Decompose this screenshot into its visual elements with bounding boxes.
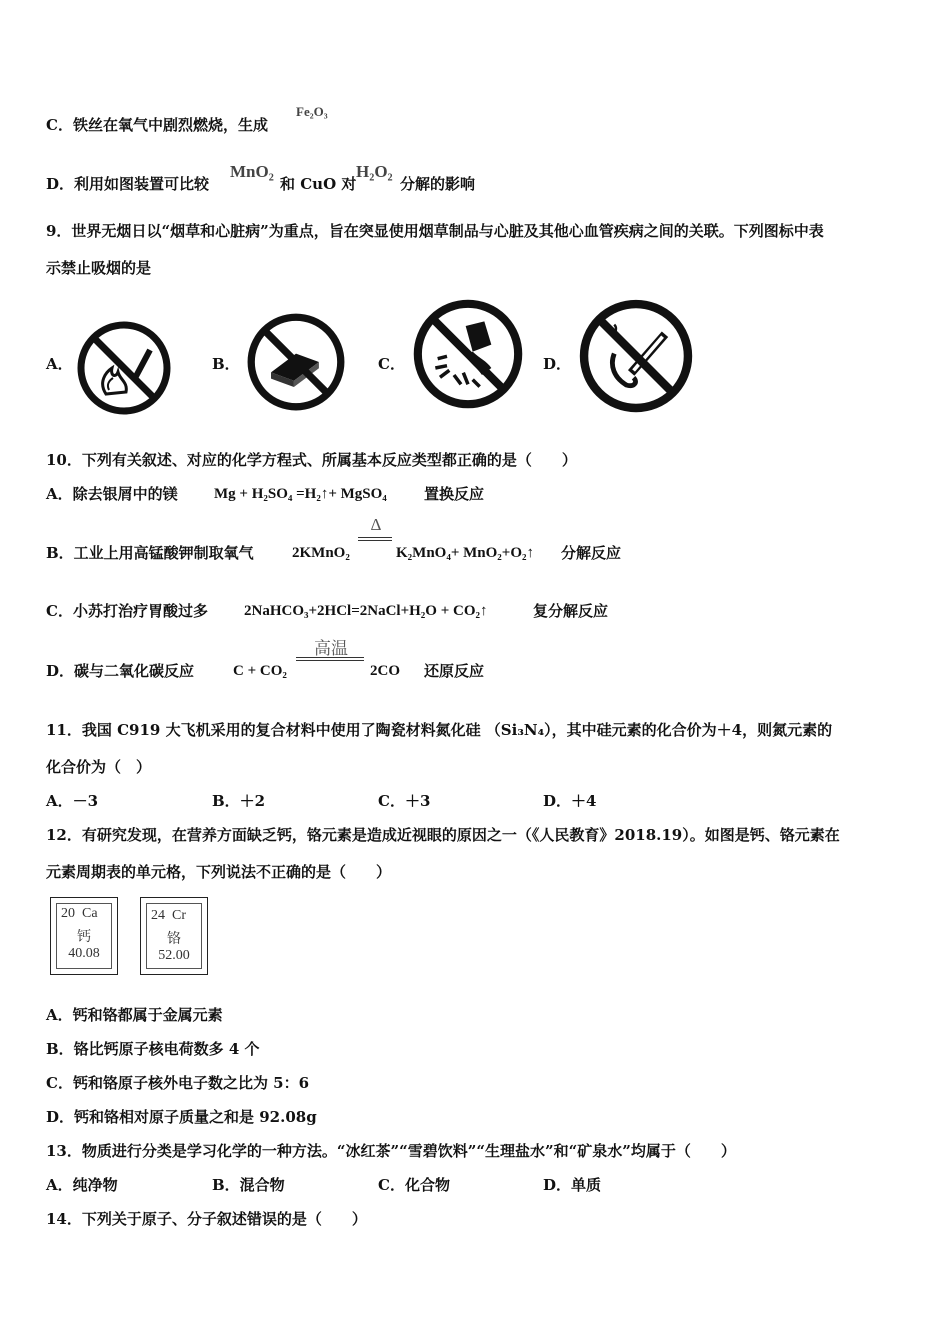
q10-b-lhs: 2KMnO₂ (292, 545, 350, 561)
no-littering-icon (412, 298, 524, 410)
q8-d-mid: 和 CuO 对 (280, 175, 357, 193)
element-name: 铬 (167, 932, 181, 947)
q11-option-c: C．＋3 (378, 792, 431, 810)
q8-option-c (46, 115, 268, 135)
q12-stem-line1: 12．有研究发现，在营养方面缺乏钙，铬元素是造成近视眼的原因之一（《人民教育》2018.19）。如图是钙、铬元素在 (46, 826, 840, 844)
q13-option-b: B．混合物 (212, 1176, 285, 1194)
element-number-symbol: 24 Cr (151, 908, 186, 923)
q8-d-h2o2: H₂O₂ (356, 162, 393, 181)
q10-d-condition: 高温 (314, 639, 348, 658)
q10-option-c (46, 601, 208, 621)
element-number-symbol: 20 Ca (61, 906, 98, 921)
q10-b-type: 分解反应 (561, 544, 622, 562)
q12-option-a: A．钙和铬都属于金属元素 (46, 1006, 223, 1024)
q13-option-c: C．化合物 (378, 1176, 450, 1194)
q10-d-equals (296, 657, 364, 661)
q12-stem-line2: 元素周期表的单元格，下列说法不正确的是（ ） (46, 863, 392, 881)
q12-option-c: C．钙和铬原子核外电子数之比为 5：6 (46, 1074, 310, 1092)
q10-a-type: 置换反应 (424, 485, 485, 503)
no-smoking-icon (578, 298, 694, 414)
element-cell-chromium (140, 897, 208, 975)
q8-c-formula: Fe₂O₃ (296, 104, 328, 119)
element-name: 钙 (77, 930, 91, 945)
q9-option-b-label: B． (212, 355, 240, 373)
q10-option-a (46, 484, 178, 504)
no-smoking-matches-icon (246, 312, 346, 412)
q9-option-c-label: C． (378, 355, 405, 373)
q10-b-equals (358, 537, 392, 541)
q12-option-b: B．铬比钙原子核电荷数多 4 个 (46, 1040, 260, 1058)
element-mass: 52.00 (158, 948, 190, 963)
q8-d-prefix: D．利用如图装置可比较 (46, 175, 210, 193)
q10-d-type: 还原反应 (424, 662, 485, 680)
q10-d-label: D．碳与二氧化碳反应 (46, 662, 195, 680)
q8-d-mno2: MnO₂ (230, 162, 274, 181)
q10-stem: 10．下列有关叙述、对应的化学方程式、所属基本反应类型都正确的是（ ） (46, 451, 577, 469)
q8-d-suffix: 分解的影响 (400, 175, 476, 193)
q14-stem: 14．下列关于原子、分子叙述错误的是（ ） (46, 1210, 367, 1228)
q11-option-b: B．＋2 (212, 792, 266, 810)
q10-c-label: C．小苏打治疗胃酸过多 (46, 602, 208, 620)
q9-option-d-label: D． (543, 355, 572, 373)
q10-c-equation: 2NaHCO₃+2HCl=2NaCl+H₂O + CO₂↑ (244, 603, 488, 619)
element-mass: 40.08 (68, 946, 100, 961)
q10-option-d (46, 661, 194, 681)
q13-option-d: D．单质 (543, 1176, 602, 1194)
q11-stem-line2: 化合价为（ ） (46, 758, 152, 776)
q9-stem-line2: 示禁止吸烟的是 (46, 259, 152, 277)
q10-option-b (46, 543, 254, 563)
q10-b-label: B．工业上用高锰酸钾制取氧气 (46, 544, 254, 562)
q10-a-equation: Mg + H₂SO₄ =H₂↑+ MgSO₄ (214, 486, 387, 502)
q8-option-d (46, 174, 209, 194)
q13-stem: 13．物质进行分类是学习化学的一种方法。“冰红茶”“雪碧饮料”“生理盐水”和“矿泉水”均属于（ ） (46, 1142, 736, 1160)
element-cell-calcium (50, 897, 118, 975)
q11-stem-line1: 11．我国 C919 大飞机采用的复合材料中使用了陶瓷材料氮化硅 （Si₃N₄），其中硅元素的化合价为＋4，则氮元素的 (46, 721, 833, 739)
q8-c-text: C．铁丝在氧气中剧烈燃烧，生成 (46, 116, 268, 134)
q10-b-condition: Δ (370, 515, 382, 534)
q10-d-lhs: C + CO₂ (233, 663, 287, 679)
q10-a-label: A．除去银屑中的镁 (46, 485, 178, 503)
q13-option-a: A．纯净物 (46, 1176, 118, 1194)
no-open-flame-icon (76, 320, 172, 416)
q11-option-a: A．－3 (46, 792, 99, 810)
q10-b-rhs: K₂MnO₄+ MnO₂+O₂↑ (396, 545, 535, 561)
q12-option-d: D．钙和铬相对原子质量之和是 92.08g (46, 1108, 317, 1126)
q10-c-type: 复分解反应 (533, 602, 609, 620)
q9-stem-line1: 9．世界无烟日以“烟草和心脏病”为重点，旨在突显使用烟草制品与心脏及其他心血管疾病之间的关联。下列图标中表 (46, 222, 824, 240)
q9-option-a-label: A． (46, 355, 73, 373)
q11-option-d: D．＋4 (543, 792, 597, 810)
q10-d-rhs: 2CO (370, 663, 400, 679)
